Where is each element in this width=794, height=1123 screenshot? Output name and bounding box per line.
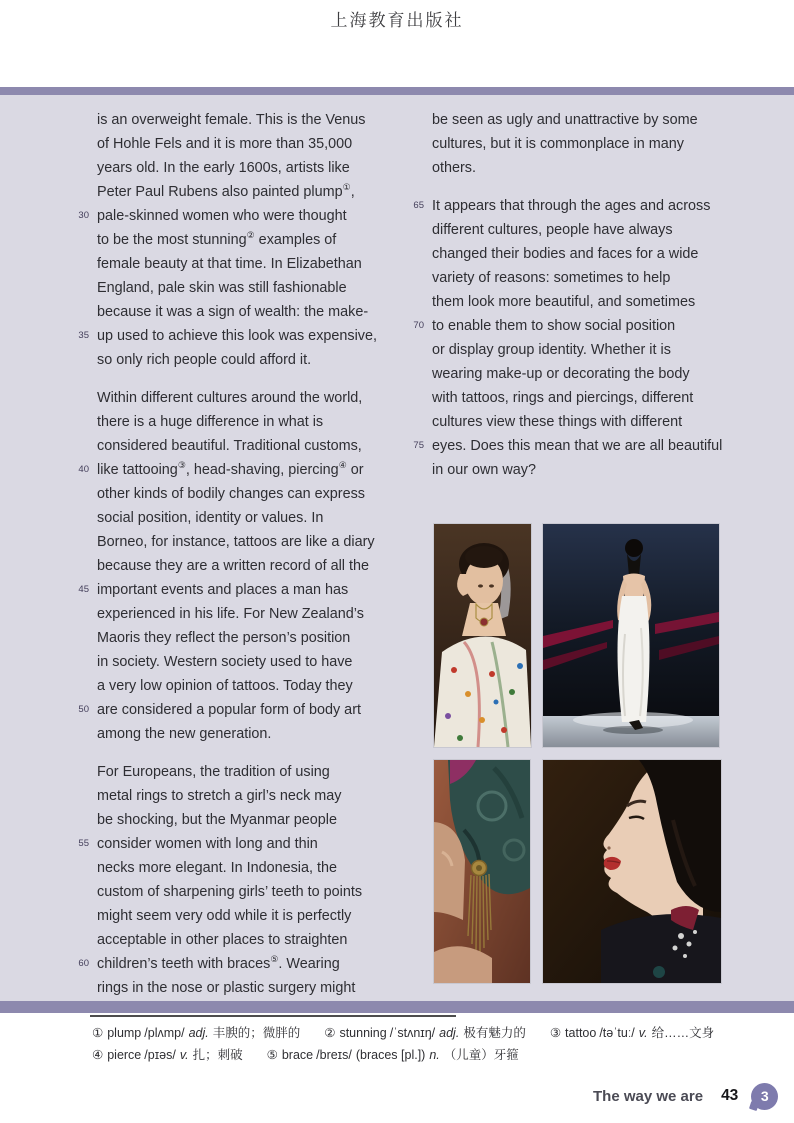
text-line [97,856,409,880]
footnote-number: ③ [549,1026,562,1040]
line-number: 70 [413,320,424,331]
footnote-gloss: 给……文身 [651,1026,715,1040]
text-line [97,276,409,300]
line-text: considered beautiful. Traditional customs, [97,438,362,454]
text-line [97,156,409,180]
text-line [97,626,409,650]
paragraph [413,194,744,482]
text-column-right [413,108,744,496]
line-text: because it was a sign of wealth: the make- [97,304,369,320]
page-number: 43 [721,1087,739,1104]
text-line [432,386,744,410]
footnote-entry [267,1048,519,1062]
line-number: 50 [78,704,89,715]
line-text: a very low opinion of tattoos. Today they [97,678,353,694]
line-text: pale-skinned women who were thought [97,208,347,224]
text-line [432,458,744,482]
text-line [432,266,744,290]
line-text: cultures, but it is commonplace in many [432,136,684,152]
line-text: variety of reasons: sometimes to help [432,270,671,286]
footnote-word: brace [281,1048,314,1062]
footnote-pos: v. [638,1026,648,1040]
text-line [97,386,409,410]
footnote-phonetic: /plʌmp/ [144,1026,185,1040]
line-text: consider women with long and thin [97,836,318,852]
page-footer [593,1082,778,1110]
text-line [97,348,409,372]
line-text: be shocking, but the Myanmar people [97,812,337,828]
text-line [97,530,409,554]
text-line [97,554,409,578]
footnote-number: ② [324,1026,336,1040]
line-text: eyes. Does this mean that we are all beautiful [432,438,723,454]
line-text: rings in the nose or plastic surgery might [97,980,356,996]
publisher-header: 上海教育出版社 [330,11,464,30]
line-number: 65 [413,200,424,211]
footnote-number: ④ [92,1048,104,1062]
text-line [97,760,409,784]
text-column-left [78,108,409,1014]
photo-classical-portrait-painting [434,524,531,747]
text-line [97,434,409,458]
line-text: custom of sharpening girls’ teeth to points [97,884,363,900]
text-line [97,108,409,132]
footnote-divider [90,1015,456,1017]
footnote-word: plump [107,1026,142,1040]
text-line [97,674,409,698]
text-line [97,300,409,324]
footnote-number: ① [92,1026,104,1040]
text-line [432,410,744,434]
line-text: Peter Paul Rubens also painted plump①, [97,182,355,200]
text-line [432,132,744,156]
line-text: female beauty at that time. In Elizabethan [97,256,362,272]
line-text: children’s teeth with braces⑤. Wearing [97,954,340,972]
text-line [78,204,409,228]
text-line [432,218,744,242]
line-text: others. [432,160,476,176]
line-number: 75 [413,440,424,451]
text-line [97,880,409,904]
footnote-phonetic: /pɪəs/ [144,1048,176,1062]
text-line [78,324,409,348]
line-text: England, pale skin was still fashionable [97,280,347,296]
text-line [97,602,409,626]
footnote-gloss: 扎；刺破 [192,1048,243,1062]
footnote-entry [550,1026,714,1040]
line-number: 30 [78,210,89,221]
line-text: or display group identity. Whether it is [432,342,671,358]
line-text: For Europeans, the tradition of using [97,764,330,780]
footnotes [92,1022,752,1066]
footnote-gloss: 极有魅力的 [463,1026,526,1040]
footnote-gloss: （儿童）牙箍 [443,1048,519,1062]
line-text: to be the most stunning② examples of [97,230,337,248]
line-text: with tattoos, rings and piercings, different [432,390,694,406]
unit-number-badge: 3 [751,1083,778,1110]
line-text: important events and places a man has [97,582,349,598]
panel-top-border [0,87,794,95]
paragraph [78,386,409,746]
line-text: It appears that through the ages and across [432,198,711,214]
footnote-number: ⑤ [266,1048,278,1062]
line-text: like tattooing③, head-shaving, piercing④ or [97,460,364,478]
text-line [97,180,409,204]
text-line [97,904,409,928]
line-number: 40 [78,464,89,475]
text-line [432,108,744,132]
footnote-gloss: 丰腴的；微胖的 [212,1026,301,1040]
photo-grid [434,524,724,984]
line-number: 60 [78,958,89,969]
text-line [432,156,744,180]
line-text: Borneo, for instance, tattoos are like a diary [97,534,375,550]
line-text: to enable them to show social position [432,318,676,334]
line-text: up used to achieve this look was expensive, [97,328,377,344]
text-line [78,458,409,482]
text-line [97,976,409,1000]
text-line [413,314,744,338]
footnote-pos: adj. [188,1026,209,1040]
line-number: 55 [78,838,89,849]
footnote-pos: n. [429,1048,440,1062]
footnote-phonetic: /təˈtuː/ [599,1026,635,1040]
line-number: 45 [78,584,89,595]
text-line [97,784,409,808]
unit-title: The way we are [593,1087,704,1105]
footnote-entry [92,1048,243,1062]
line-text: changed their bodies and faces for a wide [432,246,699,262]
footnote-row [92,1044,752,1066]
line-text: experienced in his life. For New Zealand’s [97,606,364,622]
text-line [97,132,409,156]
photo-runway-model-white-dress [543,524,719,747]
line-text: Maoris they reflect the person’s position [97,630,351,646]
footnote-word: pierce [107,1048,142,1062]
line-text: might seem very odd while it is perfectly [97,908,352,924]
line-text: wearing make-up or decorating the body [432,366,690,382]
footnote-entry [324,1026,526,1040]
footnote-entry [92,1026,300,1040]
text-line [97,808,409,832]
line-text: social position, identity or values. In [97,510,324,526]
paragraph [432,108,744,180]
text-line [97,228,409,252]
line-text: necks more elegant. In Indonesia, the [97,860,337,876]
line-text: there is a huge difference in what is [97,414,324,430]
text-line [78,832,409,856]
footnote-word: tattoo [565,1026,597,1040]
footnote-phonetic: /breɪs/ [316,1048,352,1062]
line-text: in our own way? [432,462,536,478]
footnote-row [92,1022,752,1044]
photo-woman-red-lips-profile [543,760,721,983]
line-text: among the new generation. [97,726,272,742]
text-line [78,578,409,602]
text-line [97,928,409,952]
text-line [413,434,744,458]
line-text: acceptable in other places to straighten [97,932,348,948]
line-text: is an overweight female. This is the Venus [97,112,366,128]
line-text: years old. In the early 1600s, artists like [97,160,350,176]
text-line [97,252,409,276]
text-line [97,410,409,434]
line-text: in society. Western society used to have [97,654,353,670]
text-line [97,506,409,530]
footnote-word: stunning [339,1026,387,1040]
photo-woman-headwrap-gold-earring [434,760,530,983]
line-text: other kinds of bodily changes can express [97,486,365,502]
line-text: of Hohle Fels and it is more than 35,000 [97,136,353,152]
line-text: Within different cultures around the world, [97,390,363,406]
line-text: them look more beautiful, and sometimes [432,294,696,310]
line-text: are considered a popular form of body art [97,702,361,718]
text-line [432,362,744,386]
line-text: so only rich people could afford it. [97,352,312,368]
text-line [432,242,744,266]
footnote-extra: (braces [pl.]) [355,1048,426,1062]
paragraph [78,760,409,1000]
text-line [97,482,409,506]
text-line [97,722,409,746]
footnote-pos: v. [179,1048,189,1062]
line-text: cultures view these things with different [432,414,683,430]
footnote-phonetic: /ˈstʌnɪŋ/ [389,1026,436,1040]
text-line [432,290,744,314]
line-text: be seen as ugly and unattractive by some [432,112,698,128]
text-line [78,952,409,976]
paragraph [78,108,409,372]
text-line [413,194,744,218]
line-number: 35 [78,330,89,341]
line-text: different cultures, people have always [432,222,673,238]
line-text: metal rings to stretch a girl’s neck may [97,788,342,804]
line-text: because they are a written record of all the [97,558,369,574]
text-line [432,338,744,362]
text-line [78,698,409,722]
footnote-pos: adj. [439,1026,460,1040]
text-line [97,650,409,674]
